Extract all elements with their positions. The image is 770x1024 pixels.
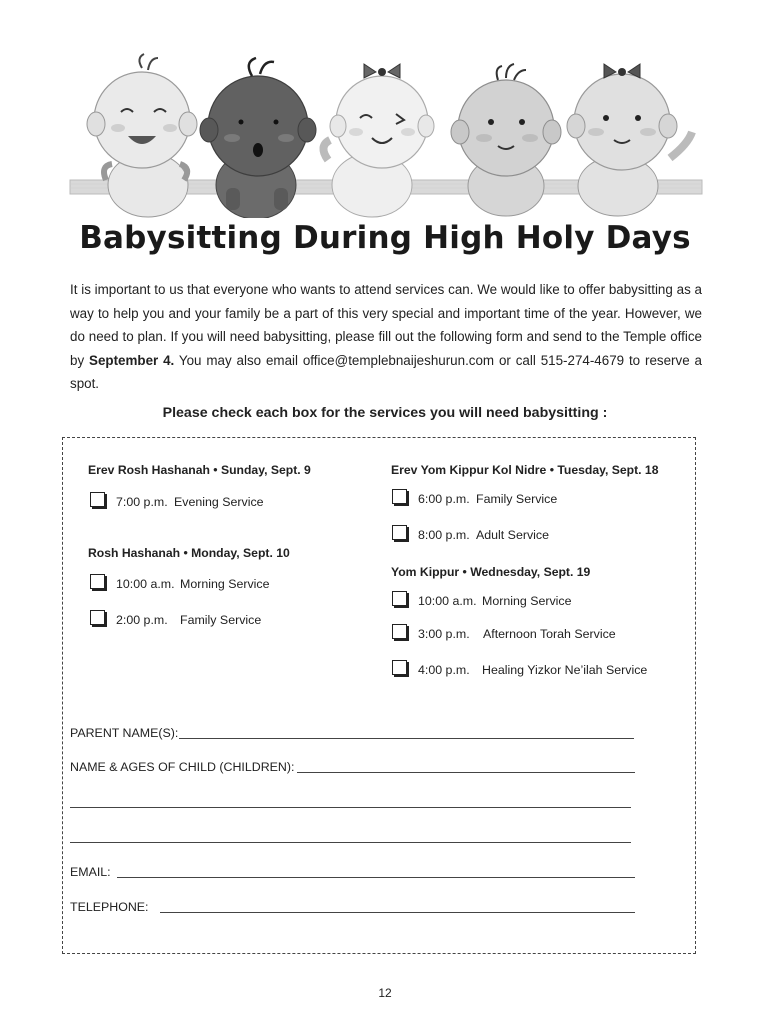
email-label: EMAIL: [70, 865, 111, 879]
day-heading-rosh-hashanah: Rosh Hashanah • Monday, Sept. 10 [88, 546, 290, 560]
service-time: 7:00 p.m. [116, 495, 168, 509]
telephone-field[interactable] [160, 912, 635, 913]
service-time: 2:00 p.m. [116, 613, 168, 627]
service-name: Morning Service [180, 577, 270, 591]
intro-paragraph [70, 278, 702, 396]
checkbox[interactable] [392, 624, 407, 639]
checkbox[interactable] [90, 610, 105, 625]
intro-contact: You may also email office@templebnaijeshurun.com or call 515-274-4679 to reserve a spot. [70, 352, 702, 391]
service-name: Family Service [476, 492, 558, 506]
checkbox[interactable] [90, 574, 105, 589]
service-name: Afternoon Torah Service [483, 627, 616, 641]
checkbox[interactable] [392, 591, 407, 606]
checkbox[interactable] [392, 525, 407, 540]
day-heading-erev-yom-kippur: Erev Yom Kippur Kol Nidre • Tuesday, Sept. 18 [391, 463, 659, 477]
service-time: 10:00 a.m. [116, 577, 175, 591]
children-field-line-3[interactable] [70, 842, 631, 843]
children-field[interactable] [297, 772, 635, 773]
email-field[interactable] [117, 877, 635, 878]
children-field-line-2[interactable] [70, 807, 631, 808]
service-name: Evening Service [174, 495, 264, 509]
service-time: 3:00 p.m. [418, 627, 470, 641]
babies-illustration [66, 40, 706, 218]
page-number: 12 [378, 986, 392, 1000]
checkbox[interactable] [392, 489, 407, 504]
service-time: 10:00 a.m. [418, 594, 477, 608]
day-heading-yom-kippur: Yom Kippur • Wednesday, Sept. 19 [391, 565, 591, 579]
telephone-label: TELEPHONE: [70, 900, 149, 914]
page-title: Babysitting During High Holy Days [79, 220, 691, 256]
checkbox-instruction: Please check each box for the services you will need babysitting : [162, 405, 608, 421]
checkbox[interactable] [392, 660, 407, 675]
deadline-date: September 4. [89, 352, 175, 368]
children-label: NAME & AGES OF CHILD (CHILDREN): [70, 760, 295, 774]
service-name: Morning Service [482, 594, 572, 608]
day-heading-erev-rosh-hashanah: Erev Rosh Hashanah • Sunday, Sept. 9 [88, 463, 311, 477]
parent-names-field[interactable] [179, 738, 634, 739]
service-name: Family Service [180, 613, 262, 627]
service-name: Healing Yizkor Ne’ilah Service [482, 663, 648, 677]
checkbox[interactable] [90, 492, 105, 507]
service-time: 4:00 p.m. [418, 663, 470, 677]
parent-names-label: PARENT NAME(S): [70, 726, 179, 740]
service-time: 6:00 p.m. [418, 492, 470, 506]
service-time: 8:00 p.m. [418, 528, 470, 542]
intro-text: It is important to us that everyone who wants to attend services can. We would like to offer babysitting as a way to help you and your family be a part of this very special and important time of the year. However, we do need to plan. If you will need babysitting, please fill out the following form and send to the Temple office by [70, 282, 702, 368]
service-name: Adult Service [476, 528, 550, 542]
